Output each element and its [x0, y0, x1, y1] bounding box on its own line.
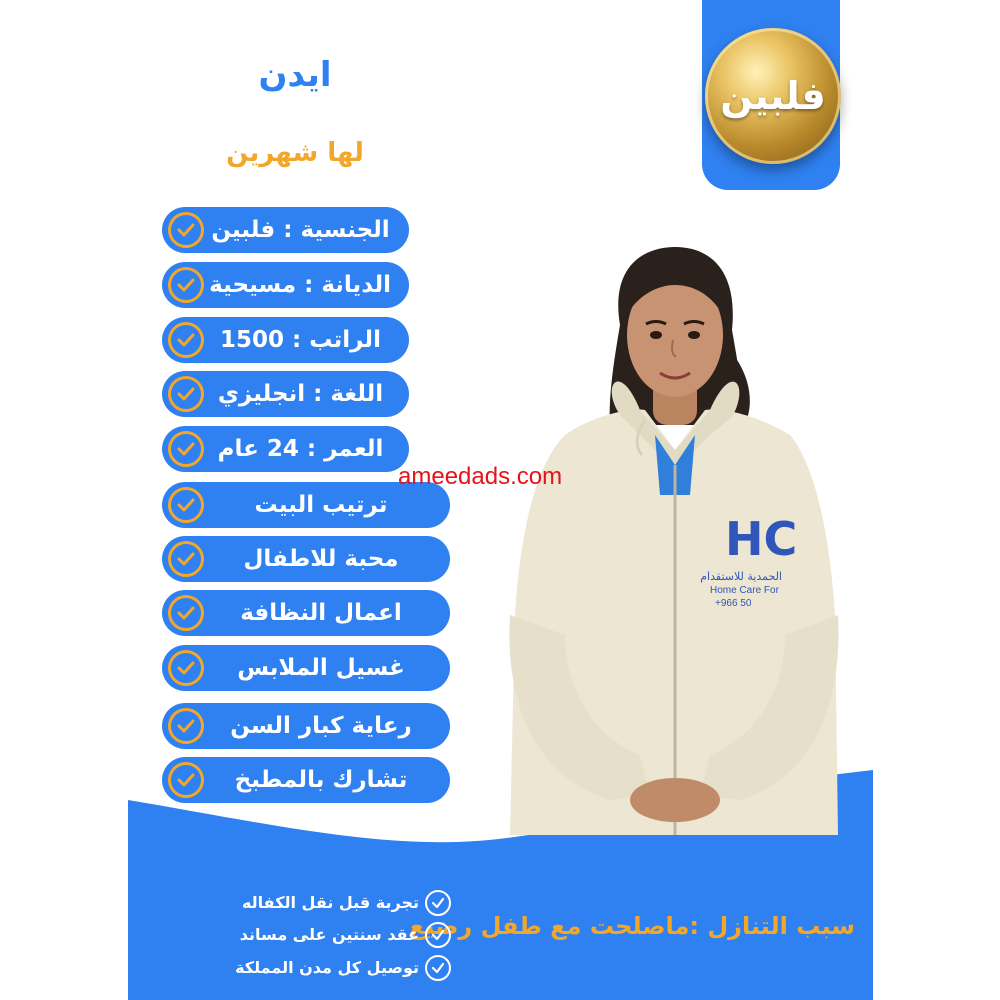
shirt-line2: +966 50 [715, 598, 752, 609]
pill-label: ترتيب البيت [254, 492, 388, 518]
check-icon [168, 322, 204, 358]
candidate-name: ايدن [258, 55, 332, 95]
benefit-label: عقد سنتين على مساند [239, 925, 419, 944]
check-icon [168, 762, 204, 798]
pill-label: تشارك بالمطبخ [234, 767, 408, 793]
check-icon [168, 267, 204, 303]
pill-cleaning [162, 590, 450, 636]
shirt-arabic: الحمدية للاستقدام [700, 570, 782, 583]
pill-label: الجنسية : فلبين [211, 217, 390, 243]
pill-nationality [162, 207, 409, 253]
check-icon [168, 212, 204, 248]
check-icon [168, 595, 204, 631]
pill-religion [162, 262, 409, 308]
benefit-label: توصيل كل مدن المملكة [235, 958, 419, 977]
pill-age [162, 426, 409, 472]
pill-label: رعاية كبار السن [230, 713, 412, 739]
age-note: لها شهرين [226, 138, 364, 168]
pill-salary [162, 317, 409, 363]
check-icon [168, 708, 204, 744]
pill-laundry [162, 645, 450, 691]
benefit-item [225, 920, 455, 950]
pill-label: الديانة : مسيحية [209, 272, 391, 298]
check-icon [168, 487, 204, 523]
pill-label: غسيل الملابس [237, 655, 405, 681]
watermark: ameedads.com [398, 463, 563, 490]
badge-text: فلبين [720, 74, 826, 118]
check-icon [425, 922, 451, 948]
benefit-label: تجربة قبل نقل الكفاله [241, 893, 419, 912]
shirt-logo: HC [725, 512, 798, 566]
check-icon [425, 955, 451, 981]
pill-label: اللغة : انجليزي [217, 381, 384, 407]
pill-label: محبة للاطفال [243, 546, 399, 572]
pill-label: الراتب : 1500 [220, 327, 381, 353]
benefit-item [225, 888, 455, 918]
benefit-item [225, 953, 455, 983]
check-icon [168, 376, 204, 412]
pill-kitchen [162, 757, 450, 803]
pill-language [162, 371, 409, 417]
shirt-line1: Home Care For [710, 585, 779, 596]
check-icon [168, 541, 204, 577]
pill-label: العمر : 24 عام [217, 436, 384, 462]
pill-elderly-care [162, 703, 450, 749]
country-badge [705, 28, 841, 164]
candidate-photo [470, 235, 860, 850]
release-reason: سبب التنازل :ماصلحت مع طفل رضيع [409, 912, 855, 940]
pill-loves-children [162, 536, 450, 582]
pill-label: اعمال النظافة [240, 600, 402, 626]
check-icon [168, 431, 204, 467]
check-icon [168, 650, 204, 686]
check-icon [425, 890, 451, 916]
